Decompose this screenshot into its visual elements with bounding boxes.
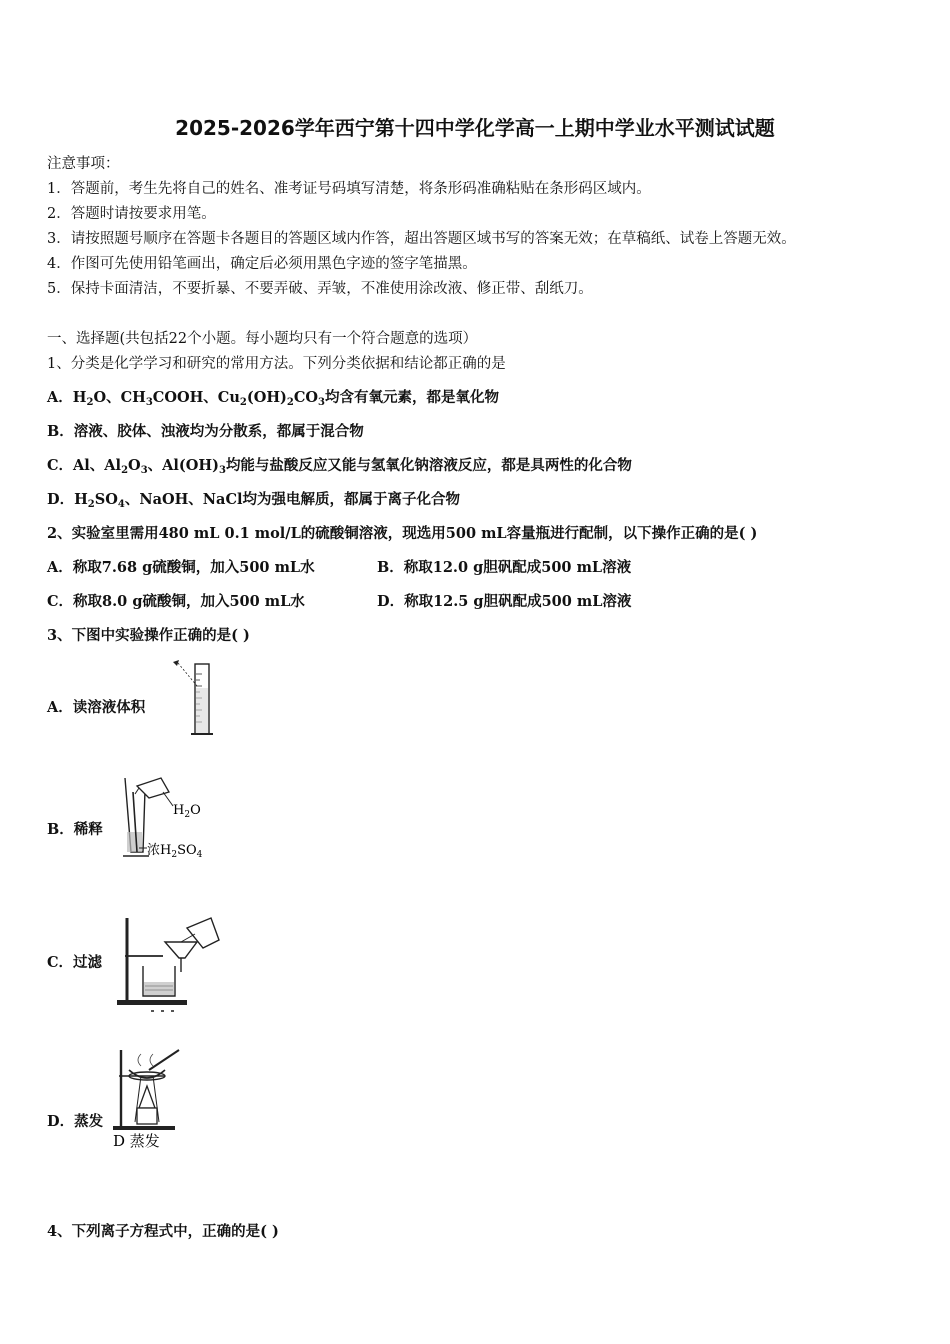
notice-item-2: 2．答题时请按要求用笔。 [47, 206, 216, 222]
filtration-figure [115, 912, 225, 1020]
question-3-option-b: B．稀释 [47, 821, 103, 838]
question-3-option-d: D．蒸发 [47, 1113, 104, 1130]
evaporation-caption: D 蒸发 [113, 1132, 160, 1150]
evaporation-figure [105, 1046, 205, 1154]
notice-item-5: 5．保持卡面清洁，不要折暴、不要弄破、弄皱，不准使用涂改液、修正带、刮纸刀。 [47, 281, 593, 297]
question-2-option-d: D．称取12.5 g胆矾配成500 mL溶液 [377, 593, 632, 610]
question-1-option-c: C．Al、$Al_2O_3$、$Al(OH)_3$均能与盐酸反应又能与氢氧化钠溶液反应，都是具两性的化合物 [47, 457, 632, 476]
notice-item-4: 4．作图可先使用铅笔画出，确定后必须用黑色字迹的签字笔描黑。 [47, 256, 477, 272]
section-heading: 一、选择题(共包括22个小题。每小题均只有一个符合题意的选项） [47, 331, 478, 347]
question-2-option-a: A．称取7.68 g硫酸铜，加入500 mL水 [47, 559, 315, 576]
page-title: 2025-2026学年西宁第十四中学化学高一上期中学业水平测试试题 [175, 116, 775, 140]
question-2-option-c: C．称取8.0 g硫酸铜，加入500 mL水 [47, 593, 305, 610]
question-2-option-b: B．称取12.0 g胆矾配成500 mL溶液 [377, 559, 632, 576]
notice-item-1: 1．答题前，考生先将自己的姓名、准考证号码填写清楚，将条形码准确粘贴在条形码区域内。 [47, 181, 651, 197]
question-3-stem: 3、下图中实验操作正确的是( ) [47, 627, 250, 644]
dilution-figure [115, 772, 215, 862]
notice-item-3: 3．请按照题号顺序在答题卡各题目的答题区域内作答，超出答题区域书写的答案无效；在草稿纸、试卷上答题无效。 [47, 231, 796, 247]
notice-heading: 注意事项： [47, 156, 120, 172]
graduated-cylinder-figure [165, 658, 225, 740]
question-3-option-c: C．过滤 [47, 954, 103, 971]
question-1-option-b: B．溶液、胶体、浊液均为分散系，都属于混合物 [47, 423, 364, 440]
question-1-stem: 1、分类是化学学习和研究的常用方法。下列分类依据和结论都正确的是 [47, 356, 506, 372]
acid-label: 浓$H_2SO_4$ [147, 843, 203, 860]
question-4-stem: 4、下列离子方程式中，正确的是( ) [47, 1223, 279, 1240]
question-1-option-d: D．$H_2SO_4$、NaOH、NaCl均为强电解质，都属于离子化合物 [47, 491, 461, 510]
question-1-option-a: A．$H_2O$、$CH_3COOH$、$Cu_2(OH)_2CO_3$均含有氧元素，都是氧化物 [47, 389, 500, 408]
question-3-option-a: A．读溶液体积 [47, 699, 146, 716]
water-label: $H_2O$ [173, 803, 201, 820]
question-2-stem: 2、实验室里需用480 mL 0.1 mol/L的硫酸铜溶液，现选用500 mL容量瓶进行配制，以下操作正确的是( ) [47, 525, 758, 542]
